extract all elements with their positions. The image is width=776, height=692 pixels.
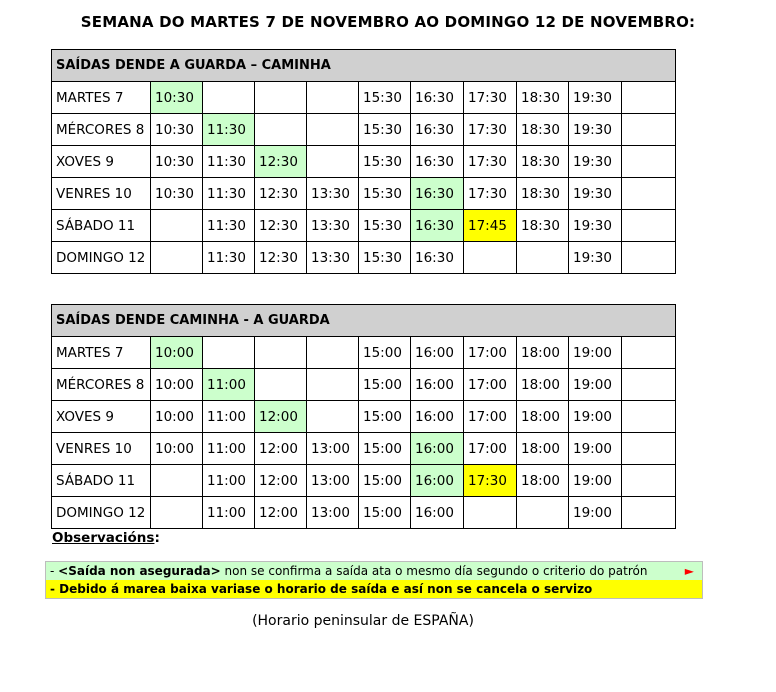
time-cell: 17:00 bbox=[464, 433, 517, 465]
time-cell bbox=[464, 242, 517, 274]
note-low-tide: - Debido á marea baixa variase o horario de saída e así non se cancela o servizo bbox=[46, 580, 702, 598]
time-cell: 18:00 bbox=[517, 369, 569, 401]
time-cell bbox=[151, 242, 203, 274]
time-cell bbox=[255, 82, 307, 114]
table-row bbox=[52, 465, 676, 497]
time-cell bbox=[622, 369, 676, 401]
time-cell: 18:30 bbox=[517, 178, 569, 210]
time-cell: 18:30 bbox=[517, 210, 569, 242]
time-cell: 19:30 bbox=[569, 146, 622, 178]
time-cell: 10:30 bbox=[151, 178, 203, 210]
time-cell: 19:30 bbox=[569, 242, 622, 274]
time-cell: 11:00 bbox=[203, 401, 255, 433]
day-label: MÉRCORES 8 bbox=[52, 114, 151, 146]
time-cell: 15:00 bbox=[359, 401, 411, 433]
time-cell: 13:00 bbox=[307, 433, 359, 465]
time-cell: 11:00 bbox=[203, 497, 255, 529]
time-cell: 13:30 bbox=[307, 210, 359, 242]
table-row bbox=[52, 337, 676, 369]
day-label: SÁBADO 11 bbox=[52, 465, 151, 497]
day-label: MÉRCORES 8 bbox=[52, 369, 151, 401]
table-row bbox=[52, 401, 676, 433]
time-cell: 19:00 bbox=[569, 369, 622, 401]
table-header: SAÍDAS DENDE CAMINHA - A GUARDA bbox=[52, 305, 676, 337]
time-cell: 19:00 bbox=[569, 465, 622, 497]
day-label: XOVES 9 bbox=[52, 401, 151, 433]
schedule-table-a-guarda-caminha bbox=[51, 49, 676, 274]
time-cell: 17:30 bbox=[464, 114, 517, 146]
time-cell: 17:30 bbox=[464, 146, 517, 178]
footer-note: (Horario peninsular de ESPAÑA) bbox=[252, 613, 474, 629]
time-cell: 12:30 bbox=[255, 210, 307, 242]
time-cell: 17:45 bbox=[464, 210, 517, 242]
time-cell: 16:30 bbox=[411, 114, 464, 146]
time-cell: 16:00 bbox=[411, 401, 464, 433]
day-label: XOVES 9 bbox=[52, 146, 151, 178]
table-row bbox=[52, 242, 676, 274]
time-cell: 17:30 bbox=[464, 82, 517, 114]
time-cell: 16:30 bbox=[411, 82, 464, 114]
time-cell: 16:30 bbox=[411, 242, 464, 274]
time-cell bbox=[307, 146, 359, 178]
note-unconfirmed-departure bbox=[46, 562, 702, 580]
note1-prefix: - bbox=[50, 564, 59, 578]
time-cell: 11:30 bbox=[203, 178, 255, 210]
time-cell bbox=[622, 465, 676, 497]
time-cell: 10:00 bbox=[151, 433, 203, 465]
time-cell bbox=[622, 146, 676, 178]
red-triangle-arrow-icon: ► bbox=[684, 564, 694, 578]
table-row bbox=[52, 497, 676, 529]
time-cell bbox=[307, 82, 359, 114]
time-cell bbox=[622, 82, 676, 114]
time-cell: 19:00 bbox=[569, 401, 622, 433]
time-cell bbox=[255, 369, 307, 401]
time-cell: 18:00 bbox=[517, 433, 569, 465]
time-cell: 11:30 bbox=[203, 210, 255, 242]
time-cell: 16:30 bbox=[411, 210, 464, 242]
time-cell bbox=[203, 337, 255, 369]
time-cell bbox=[151, 210, 203, 242]
time-cell bbox=[255, 337, 307, 369]
table-row bbox=[52, 178, 676, 210]
day-label: DOMINGO 12 bbox=[52, 242, 151, 274]
time-cell: 18:30 bbox=[517, 82, 569, 114]
time-cell: 10:30 bbox=[151, 114, 203, 146]
time-cell: 11:00 bbox=[203, 433, 255, 465]
time-cell: 16:00 bbox=[411, 497, 464, 529]
page-title: SEMANA DO MARTES 7 DE NOVEMBRO AO DOMINGO 12 DE NOVEMBRO: bbox=[80, 13, 696, 31]
time-cell: 12:00 bbox=[255, 465, 307, 497]
time-cell bbox=[622, 497, 676, 529]
table-row bbox=[52, 146, 676, 178]
time-cell bbox=[622, 433, 676, 465]
day-label: VENRES 10 bbox=[52, 433, 151, 465]
time-cell: 19:30 bbox=[569, 210, 622, 242]
time-cell bbox=[307, 114, 359, 146]
time-cell: 19:30 bbox=[569, 178, 622, 210]
time-cell: 16:00 bbox=[411, 465, 464, 497]
time-cell: 19:00 bbox=[569, 337, 622, 369]
time-cell: 19:00 bbox=[569, 497, 622, 529]
time-cell bbox=[151, 497, 203, 529]
time-cell: 16:00 bbox=[411, 337, 464, 369]
time-cell: 12:00 bbox=[255, 497, 307, 529]
time-cell: 19:00 bbox=[569, 433, 622, 465]
day-label: SÁBADO 11 bbox=[52, 210, 151, 242]
table-header: SAÍDAS DENDE A GUARDA – CAMINHA bbox=[52, 50, 676, 82]
time-cell: 17:00 bbox=[464, 337, 517, 369]
time-cell: 16:30 bbox=[411, 178, 464, 210]
time-cell bbox=[622, 401, 676, 433]
time-cell: 11:30 bbox=[203, 146, 255, 178]
day-label: MARTES 7 bbox=[52, 337, 151, 369]
time-cell: 13:30 bbox=[307, 242, 359, 274]
time-cell bbox=[622, 178, 676, 210]
time-cell bbox=[517, 497, 569, 529]
time-cell bbox=[255, 114, 307, 146]
table-row bbox=[52, 210, 676, 242]
observations-heading bbox=[52, 530, 160, 546]
time-cell: 18:30 bbox=[517, 146, 569, 178]
time-cell: 12:30 bbox=[255, 178, 307, 210]
time-cell: 15:00 bbox=[359, 433, 411, 465]
observations-colon: : bbox=[154, 530, 160, 546]
time-cell: 11:00 bbox=[203, 465, 255, 497]
time-cell bbox=[517, 242, 569, 274]
table-row bbox=[52, 369, 676, 401]
time-cell: 18:00 bbox=[517, 401, 569, 433]
day-label: MARTES 7 bbox=[52, 82, 151, 114]
time-cell: 16:30 bbox=[411, 146, 464, 178]
time-cell bbox=[622, 210, 676, 242]
time-cell bbox=[622, 114, 676, 146]
time-cell: 11:30 bbox=[203, 114, 255, 146]
time-cell: 17:00 bbox=[464, 369, 517, 401]
time-cell: 15:30 bbox=[359, 114, 411, 146]
notes-box bbox=[45, 561, 703, 599]
time-cell: 12:30 bbox=[255, 146, 307, 178]
time-cell: 13:30 bbox=[307, 178, 359, 210]
time-cell: 11:30 bbox=[203, 242, 255, 274]
time-cell: 15:30 bbox=[359, 210, 411, 242]
note1-rest: non se confirma a saída ata o mesmo día segundo o criterio do patrón bbox=[220, 564, 648, 578]
time-cell: 11:00 bbox=[203, 369, 255, 401]
time-cell: 15:00 bbox=[359, 337, 411, 369]
time-cell: 13:00 bbox=[307, 497, 359, 529]
table-row bbox=[52, 82, 676, 114]
time-cell: 10:00 bbox=[151, 401, 203, 433]
time-cell: 18:00 bbox=[517, 337, 569, 369]
time-cell: 18:00 bbox=[517, 465, 569, 497]
time-cell bbox=[622, 242, 676, 274]
time-cell bbox=[464, 497, 517, 529]
time-cell bbox=[307, 401, 359, 433]
time-cell: 15:30 bbox=[359, 146, 411, 178]
time-cell: 15:30 bbox=[359, 82, 411, 114]
time-cell: 10:00 bbox=[151, 337, 203, 369]
time-cell bbox=[307, 369, 359, 401]
time-cell: 13:00 bbox=[307, 465, 359, 497]
time-cell: 15:00 bbox=[359, 465, 411, 497]
time-cell: 17:00 bbox=[464, 401, 517, 433]
time-cell bbox=[622, 337, 676, 369]
day-label: VENRES 10 bbox=[52, 178, 151, 210]
time-cell: 19:30 bbox=[569, 114, 622, 146]
time-cell: 15:30 bbox=[359, 178, 411, 210]
time-cell: 18:30 bbox=[517, 114, 569, 146]
time-cell bbox=[151, 465, 203, 497]
time-cell bbox=[203, 82, 255, 114]
table-row bbox=[52, 433, 676, 465]
time-cell bbox=[307, 337, 359, 369]
time-cell: 15:00 bbox=[359, 497, 411, 529]
time-cell: 17:30 bbox=[464, 178, 517, 210]
time-cell: 10:00 bbox=[151, 369, 203, 401]
time-cell: 19:30 bbox=[569, 82, 622, 114]
time-cell: 16:00 bbox=[411, 433, 464, 465]
time-cell: 10:30 bbox=[151, 82, 203, 114]
note1-bold: <Saída non asegurada> bbox=[58, 564, 221, 578]
time-cell: 17:30 bbox=[464, 465, 517, 497]
day-label: DOMINGO 12 bbox=[52, 497, 151, 529]
table-row bbox=[52, 114, 676, 146]
time-cell: 12:00 bbox=[255, 401, 307, 433]
time-cell: 16:00 bbox=[411, 369, 464, 401]
time-cell: 15:00 bbox=[359, 369, 411, 401]
time-cell: 15:30 bbox=[359, 242, 411, 274]
time-cell: 12:30 bbox=[255, 242, 307, 274]
time-cell: 10:30 bbox=[151, 146, 203, 178]
time-cell: 12:00 bbox=[255, 433, 307, 465]
observations-label: Observacións bbox=[52, 530, 155, 546]
schedule-table-caminha-a-guarda bbox=[51, 304, 676, 529]
